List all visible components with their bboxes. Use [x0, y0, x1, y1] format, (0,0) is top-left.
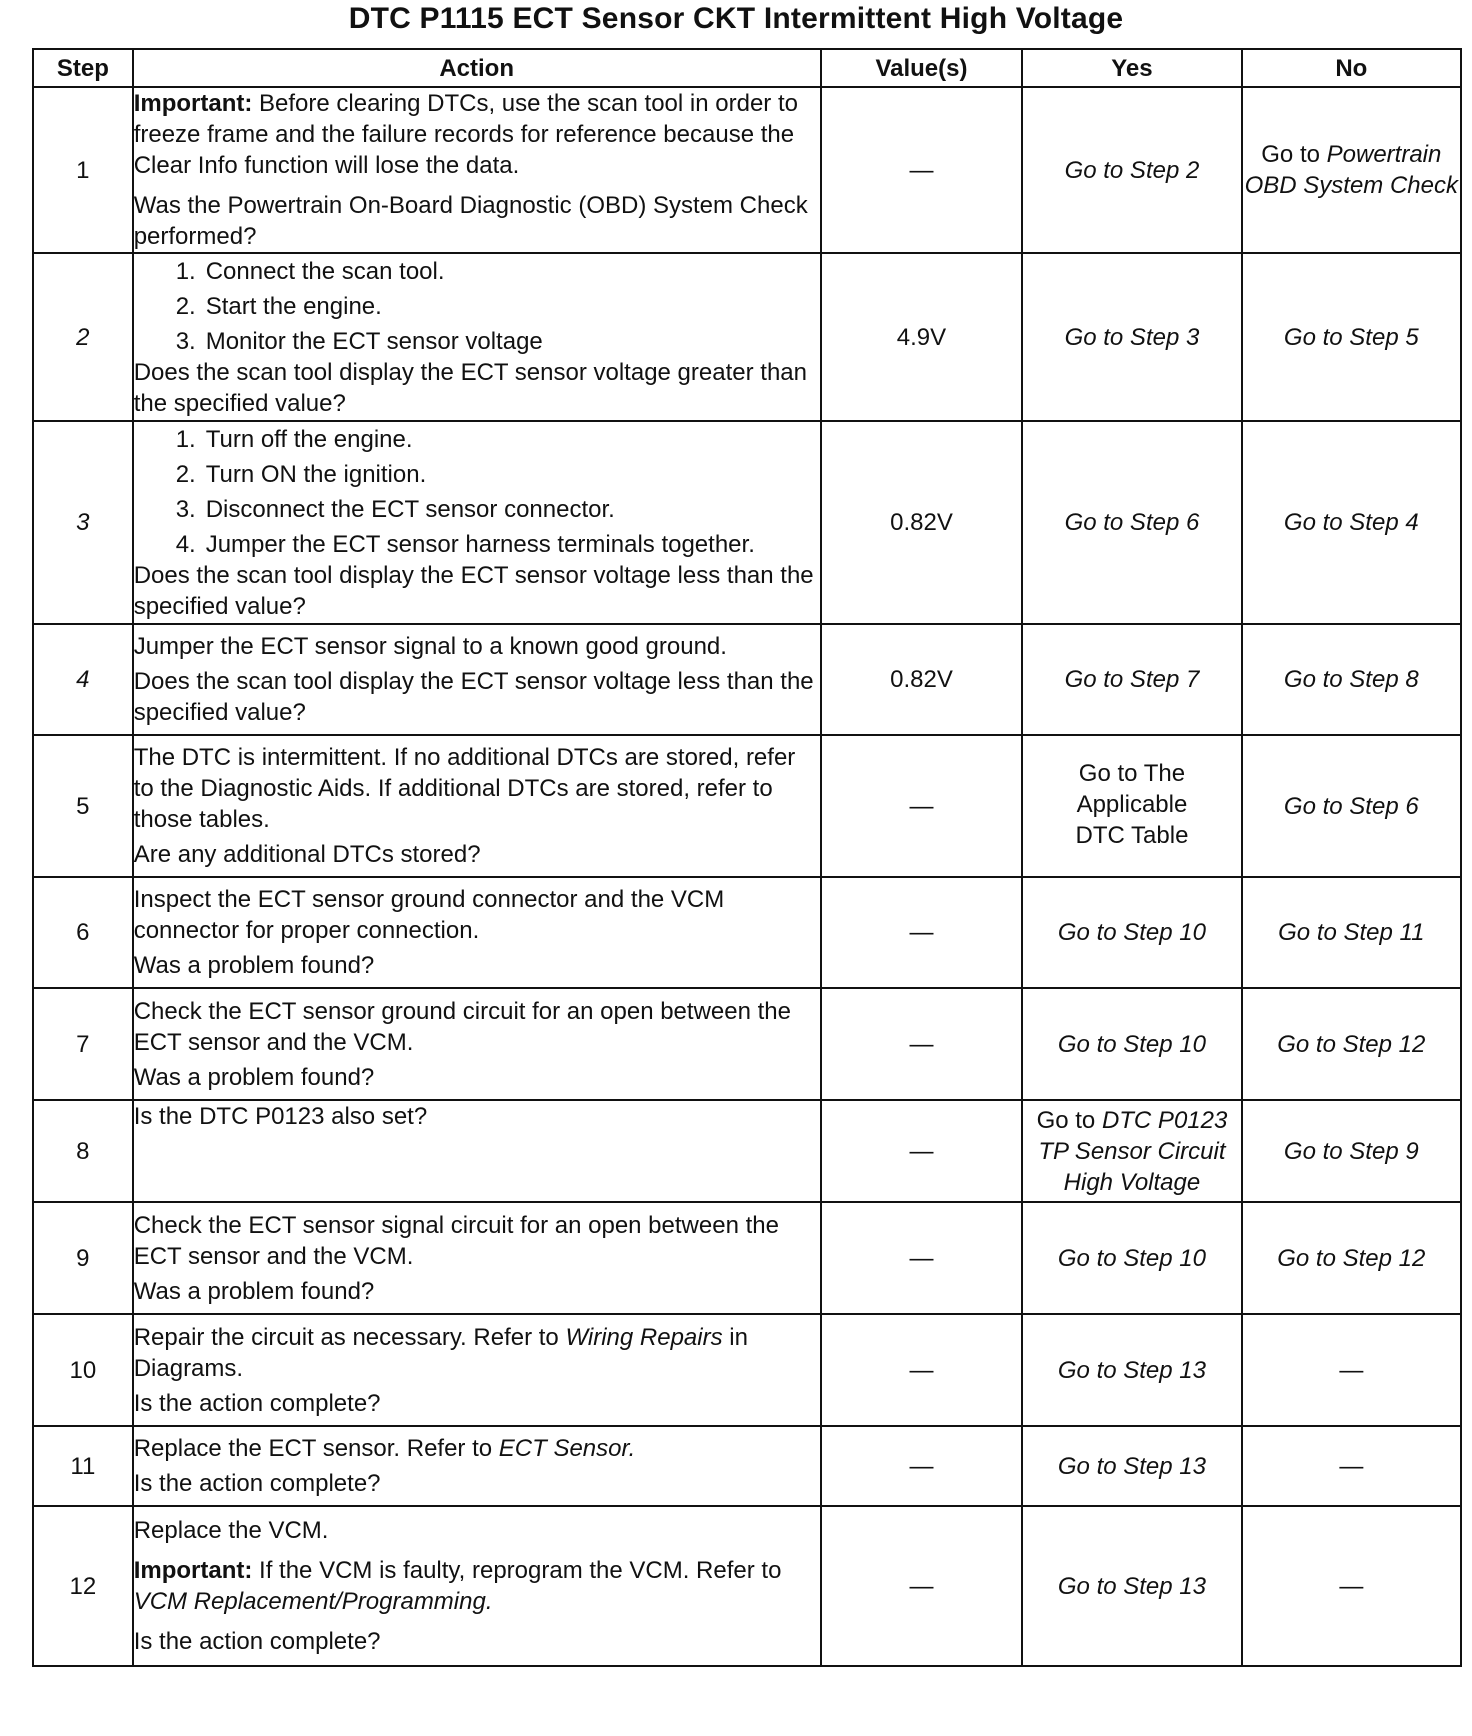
value-cell: — — [821, 988, 1023, 1100]
action-cell — [133, 253, 821, 421]
header-no: No — [1242, 49, 1461, 87]
important-label: Important: — [133, 1557, 253, 1584]
yes-cell: Go to Step 7 — [1022, 624, 1241, 735]
step-number: 2 — [33, 253, 133, 421]
action-cell — [133, 1314, 821, 1426]
action-cell — [133, 988, 821, 1100]
no-prefix: Go to — [1261, 141, 1327, 168]
value-cell: — — [821, 877, 1023, 988]
table-row — [33, 421, 1461, 624]
important-italic-text: VCM Replacement/Programming. — [133, 1588, 493, 1615]
action-text: Inspect the ECT sensor ground connector and the VCM connector for proper connection. — [133, 886, 725, 944]
table-row — [33, 735, 1461, 877]
table-row — [33, 87, 1461, 253]
no-cell: — — [1242, 1426, 1461, 1506]
action-cell — [133, 1426, 821, 1506]
header-action: Action — [133, 49, 821, 87]
action-text-suffix: in Diagrams. — [133, 1323, 748, 1382]
list-item: 2. Turn ON the ignition. — [175, 460, 427, 488]
action-text: Replace the VCM. — [133, 1517, 329, 1544]
list-item-text: Monitor the ECT sensor voltage — [205, 327, 543, 355]
action-cell — [133, 1506, 821, 1666]
table-row — [33, 253, 1461, 421]
list-item-text: Start the engine. — [205, 292, 382, 320]
yes-cell: Go to Step 13 — [1022, 1314, 1241, 1426]
value-cell: — — [821, 1314, 1023, 1426]
table-row — [33, 624, 1461, 735]
list-item: 2. Start the engine. — [175, 292, 382, 320]
value-cell: — — [821, 1202, 1023, 1314]
list-item: 1. Turn off the engine. — [175, 425, 413, 453]
step-number: 6 — [33, 877, 133, 988]
list-item: 3. Monitor the ECT sensor voltage — [175, 327, 543, 355]
step-number: 11 — [33, 1426, 133, 1506]
no-cell: — — [1242, 1506, 1461, 1666]
action-question: Are any additional DTCs stored? — [133, 841, 481, 868]
no-cell: Go to Step 11 — [1242, 877, 1461, 988]
value-cell: 0.82V — [821, 624, 1023, 735]
action-question: Is the action complete? — [133, 1470, 381, 1497]
action-cell — [133, 735, 821, 877]
list-item: 1. Connect the scan tool. — [175, 257, 445, 285]
no-cell — [1242, 87, 1461, 253]
important-note — [134, 88, 820, 181]
action-text: Jumper the ECT sensor signal to a known good ground. — [133, 633, 727, 660]
list-item-text: Turn ON the ignition. — [205, 460, 427, 488]
action-text-prefix: Replace the ECT sensor. Refer to — [133, 1435, 499, 1462]
no-cell: Go to Step 5 — [1242, 253, 1461, 421]
value-cell: — — [821, 1426, 1023, 1506]
value-cell: — — [821, 1100, 1023, 1202]
action-question: Was a problem found? — [133, 952, 375, 979]
table-row — [33, 1202, 1461, 1314]
action-question: Was a problem found? — [133, 1277, 375, 1305]
no-cell: Go to Step 12 — [1242, 1202, 1461, 1314]
important-label: Important: — [133, 90, 253, 117]
action-cell — [133, 1202, 821, 1314]
yes-cell: Go to Step 10 — [1022, 988, 1241, 1100]
yes-cell: Go to Step 2 — [1022, 87, 1241, 253]
action-question: Does the scan tool display the ECT sensor voltage greater than the specified value? — [133, 358, 807, 417]
table-row — [33, 1100, 1461, 1202]
action-question: Does the scan tool display the ECT sensor voltage less than the specified value? — [133, 561, 814, 620]
important-note — [134, 1555, 820, 1617]
step-number: 12 — [33, 1506, 133, 1666]
yes-cell: Go to Step 6 — [1022, 421, 1241, 624]
list-item-text: Disconnect the ECT sensor connector. — [205, 495, 615, 523]
step-number: 1 — [33, 87, 133, 253]
action-text: The DTC is intermittent. If no additional DTCs are stored, refer to the Diagnostic Aids. If additional DTCs are stored, refer to those tables. — [133, 744, 796, 833]
yes-cell: Go to Step 10 — [1022, 877, 1241, 988]
value-cell: — — [821, 87, 1023, 253]
page-title: DTC P1115 ECT Sensor CKT Intermittent High Voltage — [348, 2, 1124, 35]
action-cell — [133, 877, 821, 988]
table-row — [33, 1506, 1461, 1666]
list-item: 4. Jumper the ECT sensor harness terminals together. — [175, 530, 755, 558]
no-cell: Go to Step 8 — [1242, 624, 1461, 735]
step-number: 4 — [33, 624, 133, 735]
value-cell: 0.82V — [821, 421, 1023, 624]
action-text-prefix: Repair the circuit as necessary. Refer to — [133, 1323, 566, 1351]
step-number: 10 — [33, 1314, 133, 1426]
action-question: Is the action complete? — [133, 1628, 381, 1655]
yes-cell — [1022, 1100, 1241, 1202]
yes-cell: Go to Step 10 — [1022, 1202, 1241, 1314]
important-text: Before clearing DTCs, use the scan tool in order to freeze frame and the failure records for reference because the Clear Info function will lose the data. — [133, 90, 798, 179]
yes-cell: Go to Step 13 — [1022, 1426, 1241, 1506]
no-cell: Go to Step 6 — [1242, 735, 1461, 877]
table-row — [33, 1426, 1461, 1506]
step-number: 5 — [33, 735, 133, 877]
table-row — [33, 988, 1461, 1100]
action-text — [134, 1322, 820, 1384]
action-text: Is the DTC P0123 also set? — [133, 1103, 428, 1130]
value-cell: — — [821, 735, 1023, 877]
no-cell: Go to Step 4 — [1242, 421, 1461, 624]
action-question: Was a problem found? — [133, 1063, 375, 1091]
no-cell: Go to Step 12 — [1242, 988, 1461, 1100]
action-text-italic: Wiring Repairs — [565, 1323, 723, 1351]
step-number: 8 — [33, 1100, 133, 1202]
yes-cell: Go to Step 3 — [1022, 253, 1241, 421]
yes-cell: Go to The Applicable DTC Table — [1022, 735, 1241, 877]
diagnostic-table — [32, 48, 1462, 1667]
yes-prefix: Go to — [1036, 1106, 1102, 1134]
action-text: Check the ECT sensor signal circuit for an open between the ECT sensor and the VCM. — [133, 1211, 779, 1270]
action-cell — [133, 1100, 821, 1202]
step-number: 3 — [33, 421, 133, 624]
step-number: 7 — [33, 988, 133, 1100]
table-row — [33, 877, 1461, 988]
list-item-text: Turn off the engine. — [205, 425, 413, 453]
action-text-italic: ECT Sensor. — [498, 1435, 636, 1462]
yes-cell: Go to Step 13 — [1022, 1506, 1241, 1666]
header-step: Step — [33, 49, 133, 87]
step-number: 9 — [33, 1202, 133, 1314]
action-cell — [133, 624, 821, 735]
header-yes: Yes — [1022, 49, 1241, 87]
header-row — [33, 49, 1461, 87]
action-cell — [133, 87, 821, 253]
no-cell: Go to Step 9 — [1242, 1100, 1461, 1202]
action-question: Does the scan tool display the ECT sensor voltage less than the specified value? — [133, 668, 814, 726]
list-item-text: Jumper the ECT sensor harness terminals together. — [205, 530, 755, 558]
action-question: Is the action complete? — [133, 1389, 381, 1417]
no-cell: — — [1242, 1314, 1461, 1426]
important-text: If the VCM is faulty, reprogram the VCM. Refer to — [252, 1557, 782, 1584]
no-italic-text: Powertrain OBD System Check — [1244, 141, 1458, 199]
value-cell: — — [821, 1506, 1023, 1666]
action-text: Check the ECT sensor ground circuit for an open between the ECT sensor and the VCM. — [133, 997, 791, 1056]
action-question: Was the Powertrain On-Board Diagnostic (OBD) System Check performed? — [133, 192, 808, 250]
table-row — [33, 1314, 1461, 1426]
yes-italic-text: DTC P0123 TP Sensor Circuit High Voltage — [1038, 1106, 1228, 1196]
action-text — [134, 1433, 820, 1464]
header-values: Value(s) — [821, 49, 1023, 87]
action-cell — [133, 421, 821, 624]
list-item: 3. Disconnect the ECT sensor connector. — [175, 495, 615, 523]
list-item-text: Connect the scan tool. — [205, 257, 445, 285]
value-cell: 4.9V — [821, 253, 1023, 421]
